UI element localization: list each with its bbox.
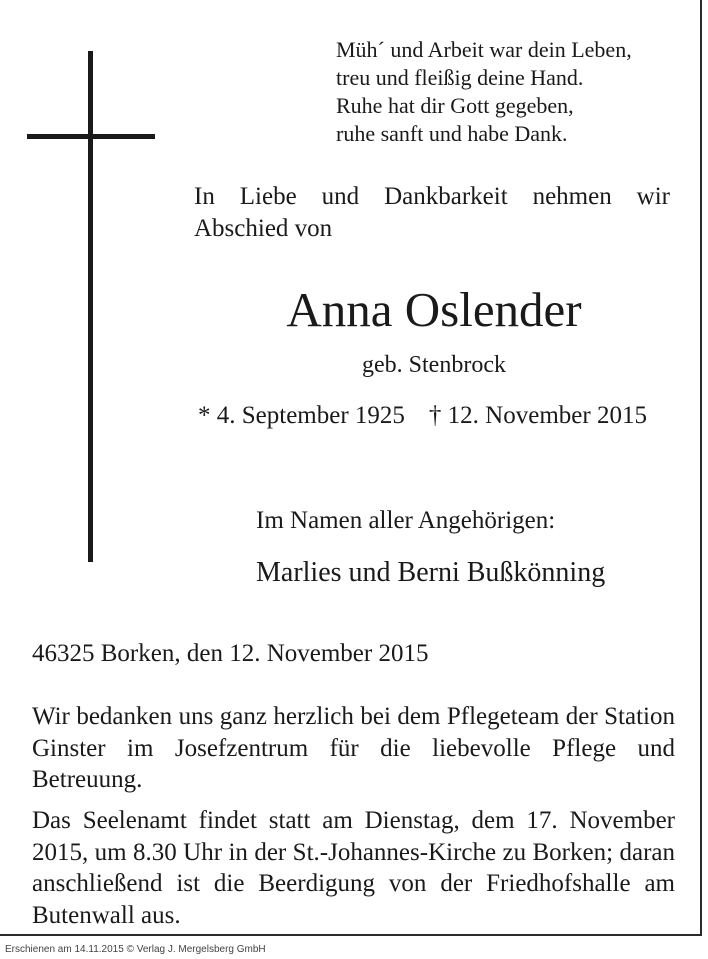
family-label: Im Namen aller Angehörigen:	[256, 507, 556, 534]
poem-line: Ruhe hat dir Gott gegeben,	[336, 93, 574, 118]
poem-line: Müh´ und Arbeit war dein Leben,	[336, 37, 632, 62]
intro-text: In Liebe und Dankbarkeit nehmen wir Abschied von	[194, 183, 670, 242]
cross-horizontal-bar	[27, 134, 155, 139]
maiden-name: geb. Stenbrock	[362, 352, 506, 378]
thanks-paragraph: Wir bedanken uns ganz herzlich bei dem Pflegeteam der Station Ginster im Josefzentrum für die liebevolle Pflege und Betreuung.	[32, 703, 675, 793]
birth-date: * 4. September 1925	[198, 402, 405, 429]
cross-vertical-bar	[88, 51, 93, 562]
life-dates	[198, 400, 647, 432]
poem	[336, 36, 632, 148]
service-paragraph: Das Seelenamt findet statt am Dienstag, dem 17. November 2015, um 8.30 Uhr in der St.-Johannes-Kirche zu Borken; daran anschließend ist die Beerdigung von der Friedhofshalle am Butenwall aus.	[32, 807, 675, 929]
poem-line: treu und fleißig deine Hand.	[336, 65, 584, 90]
poem-line: ruhe sanft und habe Dank.	[336, 121, 568, 146]
publication-footer: Erschienen am 14.11.2015 © Verlag J. Mergelsberg GmbH	[5, 944, 266, 955]
family-names: Marlies und Berni Bußkönning	[256, 557, 606, 588]
death-date: † 12. November 2015	[428, 402, 647, 429]
place-date: 46325 Borken, den 12. November 2015	[32, 640, 429, 667]
deceased-name: Anna Oslender	[286, 282, 582, 337]
